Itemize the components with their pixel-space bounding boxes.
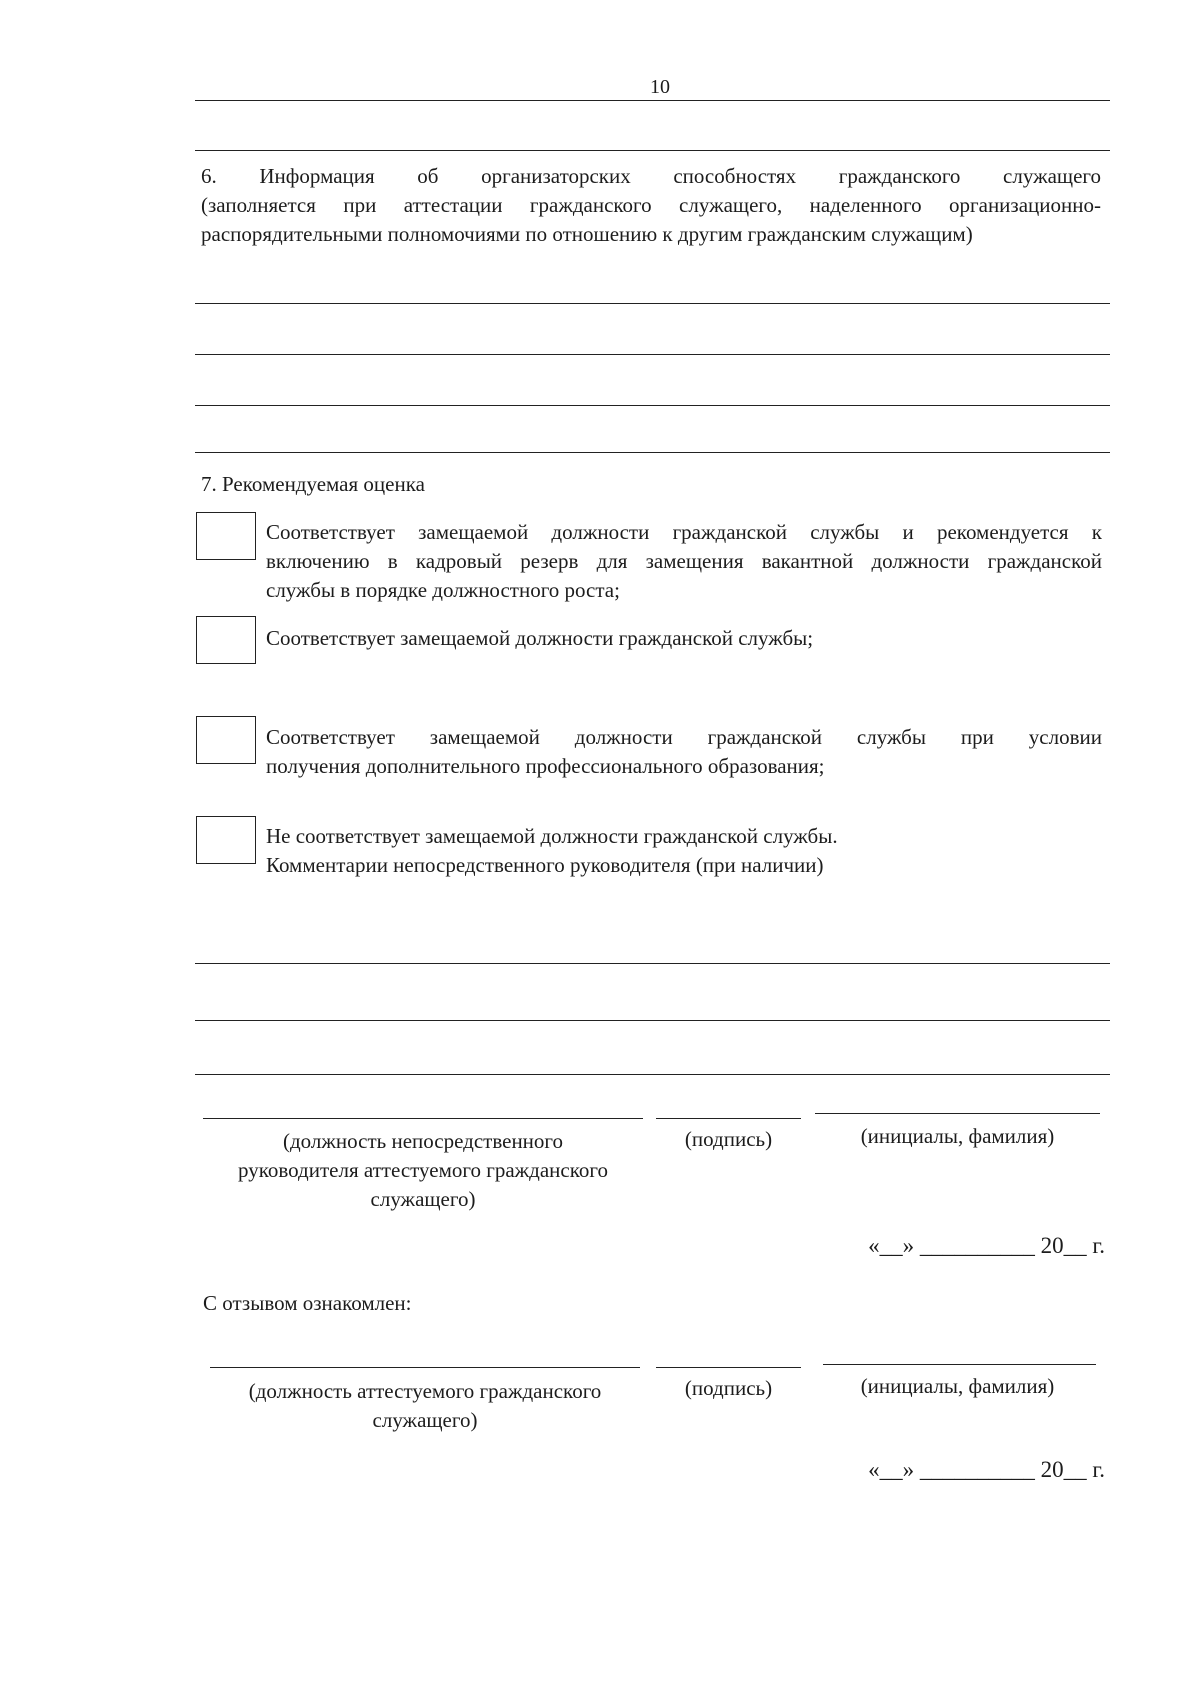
section6-answer-line-2[interactable]: [195, 354, 1110, 355]
supervisor-signature-caption: (подпись): [684, 1127, 773, 1151]
option1-line2: включению в кадровый резерв для замещения вакантной должности гражданской: [266, 549, 1102, 573]
supervisor-name-caption: (инициалы, фамилия): [860, 1124, 1055, 1148]
employee-name-caption: (инициалы, фамилия): [860, 1374, 1055, 1398]
option3-line1: Соответствует замещаемой должности гражданской службы при условии: [266, 725, 1102, 749]
header-rule: [195, 100, 1110, 101]
option4-line1: Не соответствует замещаемой должности гражданской службы.: [266, 824, 838, 848]
employee-date[interactable]: «__» __________ 20__ г.: [868, 1457, 1105, 1482]
supervisor-position-caption-3: служащего): [370, 1187, 476, 1211]
comments-label: Комментарии непосредственного руководителя (при наличии): [266, 853, 824, 877]
section6-line3: распорядительными полномочиями по отношению к другим гражданским служащим): [201, 222, 973, 246]
section6-answer-line-1[interactable]: [195, 303, 1110, 304]
supervisor-signature-line[interactable]: [656, 1118, 801, 1119]
supervisor-position-caption-2: руководителя аттестуемого гражданского: [238, 1158, 608, 1182]
employee-position-line[interactable]: [210, 1367, 640, 1368]
page-number: 10: [650, 76, 670, 98]
section6-line2: (заполняется при аттестации гражданского служащего, наделенного организационно-: [201, 193, 1101, 217]
comments-line-2[interactable]: [195, 1020, 1110, 1021]
section6-answer-line-3[interactable]: [195, 405, 1110, 406]
option2-line1: Соответствует замещаемой должности гражданской службы;: [266, 626, 814, 650]
option1-checkbox[interactable]: [196, 512, 256, 560]
comments-line-1[interactable]: [195, 963, 1110, 964]
option2-checkbox[interactable]: [196, 616, 256, 664]
option3-checkbox[interactable]: [196, 716, 256, 764]
option1-line1: Соответствует замещаемой должности гражданской службы и рекомендуется к: [266, 520, 1102, 544]
employee-name-line[interactable]: [823, 1364, 1096, 1365]
supervisor-position-caption-1: (должность непосредственного: [282, 1129, 564, 1153]
supervisor-date[interactable]: «__» __________ 20__ г.: [868, 1233, 1105, 1258]
employee-signature-line[interactable]: [656, 1367, 801, 1368]
employee-position-caption-2: служащего): [372, 1408, 478, 1432]
supervisor-position-line[interactable]: [203, 1118, 643, 1119]
section6-top-line: [195, 150, 1110, 151]
option4-checkbox[interactable]: [196, 816, 256, 864]
section6-answer-line-4[interactable]: [195, 452, 1110, 453]
employee-signature-caption: (подпись): [684, 1376, 773, 1400]
option1-line3: службы в порядке должностного роста;: [266, 578, 620, 602]
comments-line-3[interactable]: [195, 1074, 1110, 1075]
option3-line2: получения дополнительного профессионального образования;: [266, 754, 825, 778]
supervisor-name-line[interactable]: [815, 1113, 1100, 1114]
section7-heading: 7. Рекомендуемая оценка: [201, 472, 425, 496]
acknowledgement-label: С отзывом ознакомлен:: [203, 1291, 412, 1315]
employee-position-caption-1: (должность аттестуемого гражданского: [248, 1379, 602, 1403]
section6-line1: 6. Информация об организаторских способностях гражданского служащего: [201, 164, 1101, 188]
